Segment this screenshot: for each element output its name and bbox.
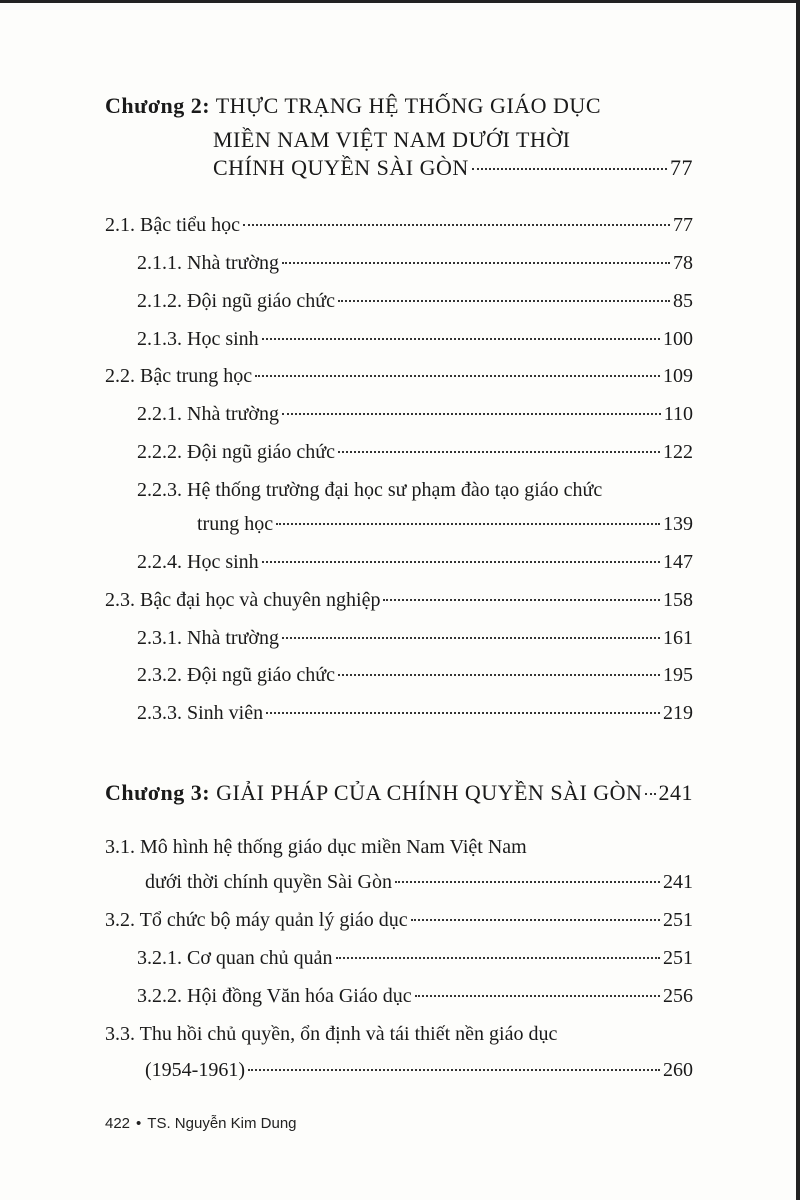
toc-entry-2-2-1[interactable]: [137, 399, 693, 429]
toc-entry-title: 2.2.2. Đội ngũ giáo chức: [137, 441, 336, 463]
toc-entry-2-1-1[interactable]: [137, 248, 693, 278]
leader-dots: [262, 561, 660, 563]
toc-entry-page: 100: [663, 328, 693, 350]
chapter-3-page-number: 241: [658, 780, 693, 805]
toc-entry-page: 161: [663, 627, 693, 649]
toc-entry-title: 3.2.2. Hội đồng Văn hóa Giáo dục: [137, 985, 412, 1007]
chapter-2-title-text: CHÍNH QUYỀN SÀI GÒN: [213, 155, 469, 180]
toc-entry-2-1[interactable]: [105, 210, 693, 240]
toc-entry-2-3[interactable]: [105, 585, 693, 615]
toc-entry-title: 3.2.1. Cơ quan chủ quản: [137, 947, 333, 969]
chapter-3-heading-text: [105, 778, 642, 808]
leader-dots: [472, 168, 667, 170]
leader-dots: [645, 793, 655, 795]
toc-entry-page: 195: [663, 664, 693, 686]
toc-entry-page: 256: [663, 985, 693, 1007]
leader-dots: [282, 262, 670, 264]
toc-entry-page: 85: [673, 290, 693, 312]
chapter-2-title-line-1: THỰC TRẠNG HỆ THỐNG GIÁO DỤC: [215, 93, 601, 118]
toc-entry-page: 147: [663, 551, 693, 573]
toc-entry-2-2-3-title[interactable]: 2.2.3. Hệ thống trường đại học sư phạm đào tạo giáo chức: [137, 479, 603, 501]
leader-dots: [282, 413, 661, 415]
toc-entry-page: 77: [673, 214, 693, 236]
chapter-2-title-line-2: MIỀN NAM VIỆT NAM DƯỚI THỜI: [213, 127, 571, 152]
toc-entry-3-2-1[interactable]: [137, 943, 693, 973]
toc-entry-title: 2.1.2. Đội ngũ giáo chức: [137, 290, 336, 312]
toc-entry-2-2-4[interactable]: [137, 547, 693, 577]
leader-dots: [411, 919, 660, 921]
toc-entry-page: 219: [663, 702, 693, 724]
toc-entry-page: 158: [663, 589, 693, 611]
toc-entry-page: 109: [663, 365, 693, 387]
chapter-2-title-line-3[interactable]: [213, 155, 693, 181]
chapter-2-heading-line-1: [105, 91, 601, 121]
toc-entry-title: 2.1.1. Nhà trường: [137, 252, 279, 274]
leader-dots: [338, 300, 670, 302]
toc-entry-page: 78: [673, 252, 693, 274]
toc-entry-page: 251: [663, 909, 693, 931]
toc-entry-title-cont: (1954-1961): [145, 1059, 245, 1081]
toc-entry-title: 2.3.3. Sinh viên: [137, 702, 264, 724]
toc-entry-title: 2.1. Bậc tiểu học: [105, 214, 240, 236]
toc-entry-2-3-1[interactable]: [137, 623, 693, 653]
leader-dots: [338, 451, 660, 453]
toc-entry-title: 2.2. Bậc trung học: [105, 365, 253, 387]
toc-entry-3-1-title[interactable]: 3.1. Mô hình hệ thống giáo dục miền Nam Việt Nam: [105, 836, 527, 858]
toc-entry-3-3-title[interactable]: 3.3. Thu hồi chủ quyền, ổn định và tái thiết nền giáo dục: [105, 1023, 558, 1045]
toc-entry-2-2[interactable]: [105, 361, 693, 391]
toc-entry-page: 122: [663, 441, 693, 463]
chapter-2-label: Chương 2:: [105, 93, 211, 118]
toc-entry-page: 139: [663, 513, 693, 535]
leader-dots: [243, 224, 670, 226]
leader-dots: [383, 599, 660, 601]
leader-dots: [262, 338, 660, 340]
leader-dots: [255, 375, 660, 377]
toc-entry-page: 110: [663, 403, 693, 425]
toc-entry-3-1[interactable]: [145, 867, 693, 897]
toc-entry-2-2-2[interactable]: [137, 437, 693, 467]
leader-dots: [395, 881, 660, 883]
chapter-3-heading[interactable]: [105, 778, 693, 808]
leader-dots: [336, 957, 660, 959]
toc-entry-2-1-3[interactable]: [137, 324, 693, 354]
leader-dots: [338, 674, 660, 676]
footer-bullet: •: [136, 1115, 142, 1132]
toc-entry-page: 241: [663, 871, 693, 893]
leader-dots: [248, 1069, 660, 1071]
toc-entry-2-3-2[interactable]: [137, 660, 693, 690]
footer-author: TS. Nguyễn Kim Dung: [147, 1115, 297, 1132]
leader-dots: [276, 523, 660, 525]
toc-entry-title: 2.2.1. Nhà trường: [137, 403, 279, 425]
chapter-3-title: GIẢI PHÁP CỦA CHÍNH QUYỀN SÀI GÒN: [216, 780, 643, 805]
toc-entry-title: 2.3.2. Đội ngũ giáo chức: [137, 664, 336, 686]
toc-entry-page: 260: [663, 1059, 693, 1081]
toc-entry-2-2-3[interactable]: [197, 509, 693, 539]
toc-entry-3-3[interactable]: [145, 1055, 693, 1085]
toc-entry-2-1-2[interactable]: [137, 286, 693, 316]
toc-entry-page: 251: [663, 947, 693, 969]
toc-entry-title: 2.3. Bậc đại học và chuyên nghiệp: [105, 589, 381, 611]
toc-entry-3-2-2[interactable]: [137, 981, 693, 1011]
footer-page-number: 422: [105, 1115, 131, 1132]
toc-entry-title-cont: dưới thời chính quyền Sài Gòn: [145, 871, 392, 893]
toc-entry-2-3-3[interactable]: [137, 698, 693, 728]
chapter-2-page-number: 77: [670, 155, 693, 180]
toc-entry-title: 2.3.1. Nhà trường: [137, 627, 279, 649]
leader-dots: [282, 637, 660, 639]
toc-entry-title: 2.1.3. Học sinh: [137, 328, 259, 350]
page-footer: [105, 1115, 297, 1132]
leader-dots: [415, 995, 660, 997]
toc-entry-title-cont: trung học: [197, 513, 274, 535]
toc-entry-title: 2.2.4. Học sinh: [137, 551, 259, 573]
toc-entry-title: 3.2. Tổ chức bộ máy quản lý giáo dục: [105, 909, 408, 931]
chapter-3-label: Chương 3:: [105, 780, 211, 805]
toc-entry-3-2[interactable]: [105, 905, 693, 935]
leader-dots: [266, 712, 660, 714]
